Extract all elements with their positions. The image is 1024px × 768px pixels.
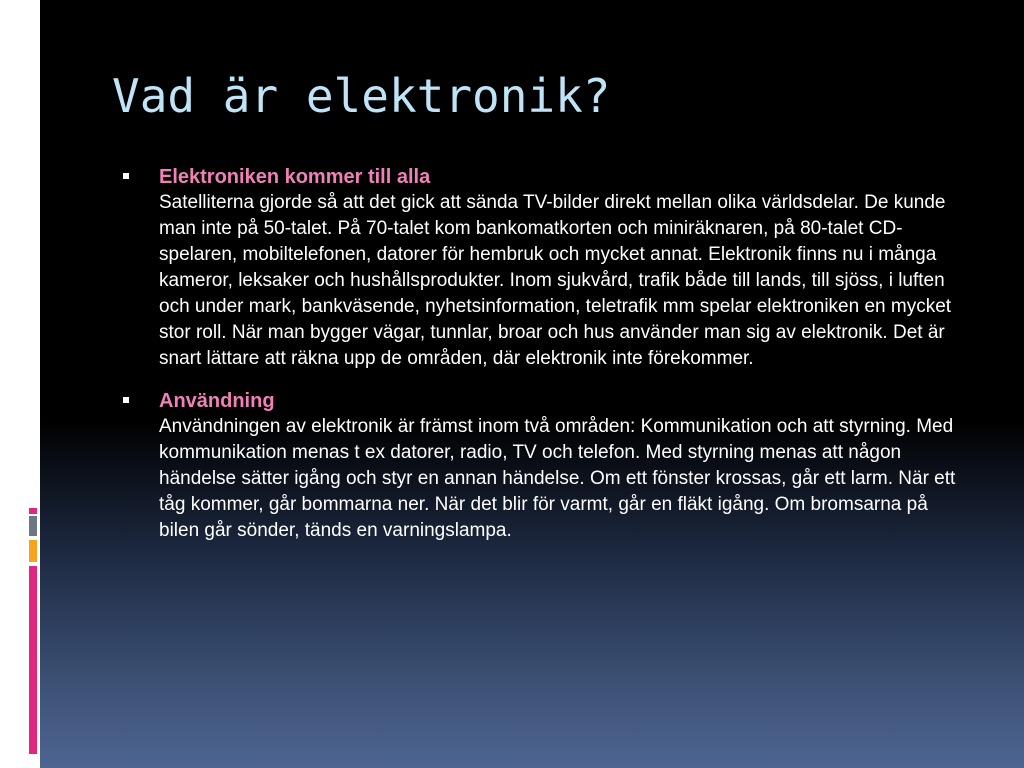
accent-bar-pink-top [29, 508, 37, 514]
bullet-item [122, 164, 967, 372]
square-bullet-icon [123, 173, 129, 179]
bullet-body: Satelliterna gjorde så att det gick att sända TV-bilder direkt mellan olika världsdelar. De kunde man inte på 50-talet. På 70-talet kom bankomatkorten och miniräknaren, på 80-talet CD-spelaren, mobiltelefonen, datorer för hembruk och mycket annat. Elektronik finns nu i många kameror, leksaker och hushållsprodukter. Inom sjukvård, trafik både till lands, till sjöss, i luften och under mark, bankväsende, nyhetsinformation, teletrafik mm spelar elektroniken en mycket stor roll. När man bygger vägar, tunnlar, broar och hus använder man sig av elektronik. Det är snart lättare att räkna upp de områden, där elektronik inte förekommer. [159, 192, 952, 369]
square-bullet-icon [123, 397, 129, 403]
accent-bar-orange [29, 540, 37, 562]
accent-bar-pink [29, 566, 37, 754]
side-panel [0, 0, 40, 768]
bullet-heading: Elektroniken kommer till alla [159, 166, 431, 188]
bullet-item [122, 388, 967, 544]
bullet-heading: Användning [159, 390, 275, 412]
bullet-list [122, 164, 967, 560]
bullet-body: Användningen av elektronik är främst inom två områden: Kommunikation och att styrning. Med kommunikation menas t ex datorer, radio, TV och telefon. Med styrning menas att någon händelse sätter igång och styr en annan händelse. Om ett fönster krossas, går ett larm. När ett tåg kommer, går bommarna ner. När det blir för varmt, går en fläkt igång. Om bromsarna på bilen går sönder, tänds en varningslampa. [159, 416, 956, 541]
slide-title: Vad är elektronik? [112, 69, 611, 123]
accent-bar-gray [29, 516, 37, 536]
